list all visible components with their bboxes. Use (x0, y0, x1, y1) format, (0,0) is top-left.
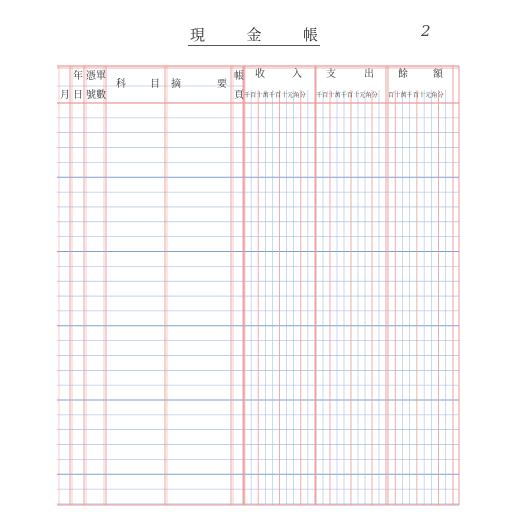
header-voucher-top: 憑單 (86, 71, 106, 82)
header-summary-1: 摘 (171, 79, 181, 90)
header-account-2: 目 (150, 79, 160, 90)
digit-labels-receipts: 千百十萬千百十元角分 (244, 92, 306, 99)
header-summary-2: 要 (217, 79, 227, 90)
title-underline (188, 45, 320, 46)
header-balance-1: 餘 (398, 69, 408, 80)
page-title (190, 24, 318, 45)
header-receipts-2: 入 (292, 69, 302, 80)
title-char: 現 (190, 26, 206, 44)
header-ledger-ref-bottom: 頁 (234, 90, 244, 101)
title-char: 金 (246, 26, 262, 44)
digit-labels-balance: 百十萬千百十元角分 (388, 92, 444, 99)
header-payments-2: 出 (364, 69, 374, 80)
header-day: 日 (73, 90, 83, 101)
header-receipts-1: 收 (255, 69, 265, 80)
header-voucher-bottom: 號數 (86, 90, 106, 101)
title-char: 帳 (302, 26, 318, 44)
header-payments-1: 支 (326, 69, 336, 80)
header-month: 月 (60, 90, 70, 101)
header-balance-2: 額 (433, 69, 443, 80)
page-number: 2 (421, 22, 431, 40)
header-ledger-ref-top: 帳 (234, 71, 244, 82)
header-year: 年 (73, 71, 83, 82)
header-account-1: 科 (116, 79, 126, 90)
digit-labels-payments: 千百十萬千百十元角分 (316, 92, 378, 99)
